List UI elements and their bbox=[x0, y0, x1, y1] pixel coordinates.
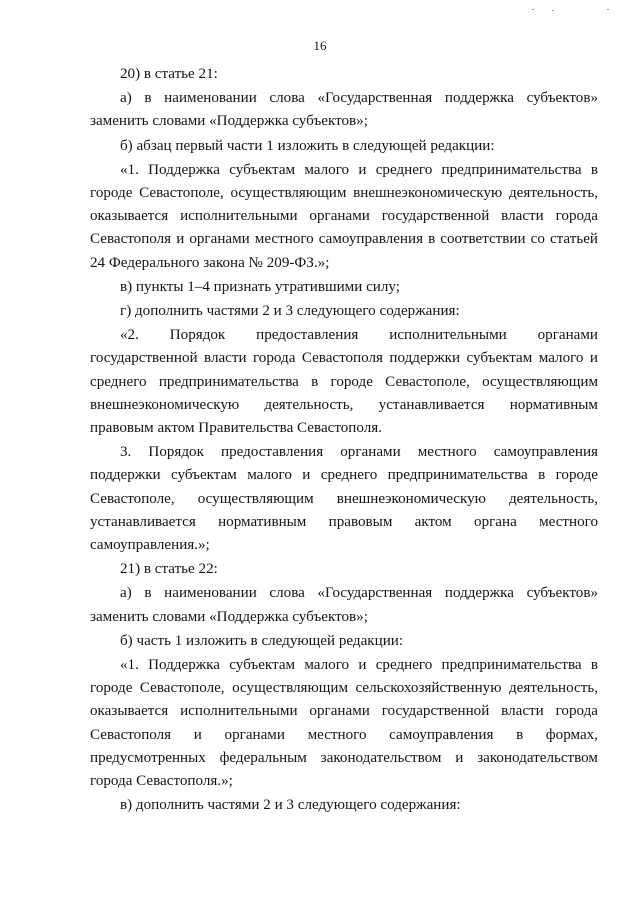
paragraph-quote-part-2: «2. Порядок предоставления исполнительными органами государственной власти города Севастополя поддержки субъектам малого и среднего предпринимательства в городе Севастополе, осуществляющим внешнеэкономическую деятельность, устанавливается нормативным правовым актом Правительства Севастополя. bbox=[90, 327, 598, 437]
paragraph-sub-g: г) дополнить частями 2 и 3 следующего содержания: bbox=[120, 303, 460, 320]
paragraph-item-20: 20) в статье 21: bbox=[120, 66, 218, 82]
paragraph-quote-part-3: 3. Порядок предоставления органами местного самоуправления поддержки субъектам малого и среднего предпринимательства в городе Севастополе, осуществляющим внешнеэкономическую деятельность, устанавливается нормативным правовым актом органа местного самоуправления.»; bbox=[90, 444, 598, 554]
document-body bbox=[90, 63, 598, 818]
paragraph-sub-a: а) в наименовании слова «Государственная поддержка субъектов» заменить словами «Поддержка субъектов»; bbox=[90, 585, 598, 625]
paragraph-sub-b: б) часть 1 изложить в следующей редакции: bbox=[120, 632, 404, 649]
paragraph-sub-v: в) пункты 1–4 признать утратившими силу; bbox=[120, 278, 400, 295]
paragraph-item-21: 21) в статье 22: bbox=[120, 561, 218, 578]
page-number: 16 bbox=[313, 38, 327, 53]
scan-artifact bbox=[532, 9, 534, 10]
paragraph-quote-part-1: «1. Поддержка субъектам малого и среднего предпринимательства в городе Севастополе, осуществляющим внешнеэкономическую деятельность, оказывается исполнительными органами государственной власти города Севастополя и органами местного самоуправления в соответствии со статьей 24 Федерального закона № 209-ФЗ.»; bbox=[90, 161, 598, 271]
paragraph-quote-part-1: «1. Поддержка субъектам малого и среднего предпринимательства в городе Севастополе, осуществляющим сельскохозяйственную деятельность, оказывается исполнительными органами государственной власти города Севастополя и органами местного самоуправления в формах, предусмотренных федеральным законодательством и законодательством города Севастополя.»; bbox=[90, 657, 598, 790]
paragraph-sub-a: а) в наименовании слова «Государственная поддержка субъектов» заменить словами «Поддержка субъектов»; bbox=[90, 90, 598, 130]
scan-artifact bbox=[552, 10, 554, 11]
scan-artifact bbox=[607, 9, 609, 10]
paragraph-sub-v: в) дополнить частями 2 и 3 следующего содержания: bbox=[120, 797, 461, 814]
paragraph-sub-b: б) абзац первый части 1 изложить в следующей редакции: bbox=[120, 137, 495, 154]
